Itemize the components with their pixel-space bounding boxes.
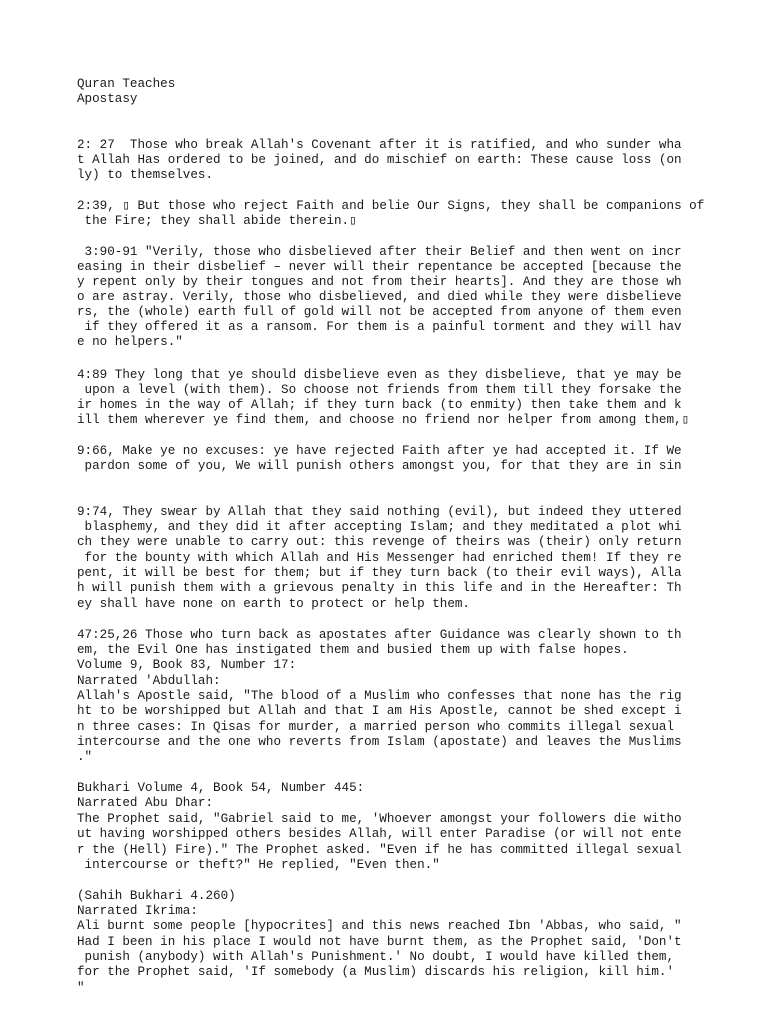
text-line: intercourse and the one who reverts from Islam (apostate) and leaves the Muslims [77,735,682,749]
text-line: if they offered it as a ransom. For them is a painful torment and they will hav [77,320,682,334]
text-line: ir homes in the way of Allah; if they turn back (to enmity) then take them and k [77,398,682,412]
text-line: upon a level (with them). So choose not friends from them till they forsake the [77,383,682,397]
text-line: ey shall have none on earth to protect or help them. [77,597,470,611]
text-line: easing in their disbelief – never will their repentance be accepted [because the [77,260,682,274]
text-line: Bukhari Volume 4, Book 54, Number 445: [77,781,365,795]
text-line: 2:39, ▯ But those who reject Faith and belie Our Signs, they shall be companions of [77,199,705,213]
text-line: r the (Hell) Fire)." The Prophet asked. "Even if he has committed illegal sexual [77,843,682,857]
text-line: 47:25,26 Those who turn back as apostates after Guidance was clearly shown to th [77,628,682,642]
text-line: Volume 9, Book 83, Number 17: [77,658,297,672]
text-line: pent, it will be best for them; but if they turn back (to their evil ways), Alla [77,566,682,580]
title-line: Quran Teaches [77,77,176,91]
text-line: Narrated 'Abdullah: [77,674,221,688]
text-line: Narrated Abu Dhar: [77,796,214,810]
text-line: t Allah Has ordered to be joined, and do mischief on earth: These cause loss (on [77,153,682,167]
text-line: ly) to themselves. [77,168,214,182]
text-line: 2: 27 Those who break Allah's Covenant after it is ratified, and who sunder wha [77,138,682,152]
text-line: Narrated Ikrima: [77,904,198,918]
text-line: 4:89 They long that ye should disbelieve even as they disbelieve, that ye may be [77,368,682,382]
text-line: Had I been in his place I would not have burnt them, as the Prophet said, 'Don't [77,935,682,949]
text-line: Ali burnt some people [hypocrites] and this news reached Ibn 'Abbas, who said, " [77,919,682,933]
text-line: ut having worshipped others besides Allah, will enter Paradise (or will not ente [77,827,682,841]
text-line: o are astray. Verily, those who disbelieved, and died while they were disbelieve [77,290,682,304]
text-line: 9:74, They swear by Allah that they said nothing (evil), but indeed they uttered [77,505,682,519]
text-line: the Fire; they shall abide therein.▯ [77,214,357,228]
text-line: (Sahih Bukhari 4.260) [77,889,236,903]
text-line: ht to be worshipped but Allah and that I am His Apostle, cannot be shed except i [77,704,682,718]
text-line: blasphemy, and they did it after accepting Islam; and they meditated a plot whi [77,520,682,534]
text-line: Allah's Apostle said, "The blood of a Muslim who confesses that none has the rig [77,689,682,703]
text-line: n three cases: In Qisas for murder, a married person who commits illegal sexual [77,720,675,734]
text-line: " [77,981,85,995]
text-line: e no helpers." [77,335,183,349]
text-line: 3:90-91 "Verily, those who disbelieved after their Belief and then went on incr [77,245,682,259]
text-line: em, the Evil One has instigated them and busied them up with false hopes. [77,643,629,657]
text-line: 9:66, Make ye no excuses: ye have rejected Faith after ye had accepted it. If We [77,444,682,458]
text-line: y repent only by their tongues and not from their hearts]. And they are those wh [77,275,682,289]
text-line: intercourse or theft?" He replied, "Even then." [77,858,440,872]
text-line: punish (anybody) with Allah's Punishment.' No doubt, I would have killed them, [77,950,675,964]
text-line: for the Prophet said, 'If somebody (a Muslim) discards his religion, kill him.' [77,965,675,979]
text-line: ." [77,750,93,764]
text-line: for the bounty with which Allah and His Messenger had enriched them! If they re [77,551,682,565]
title-line: Apostasy [77,92,138,106]
text-line: ch they were unable to carry out: this revenge of theirs was (their) only return [77,535,682,549]
text-line: The Prophet said, "Gabriel said to me, 'Whoever amongst your followers die witho [77,812,682,826]
text-line: ill them wherever ye find them, and choose no friend nor helper from among them,▯ [77,413,690,427]
text-line: pardon some of you, We will punish others amongst you, for that they are in sin [77,459,682,473]
text-line: rs, the (whole) earth full of gold will not be accepted from anyone of them even [77,305,682,319]
text-line: h will punish them with a grievous penalty in this life and in the Hereafter: Th [77,581,682,595]
